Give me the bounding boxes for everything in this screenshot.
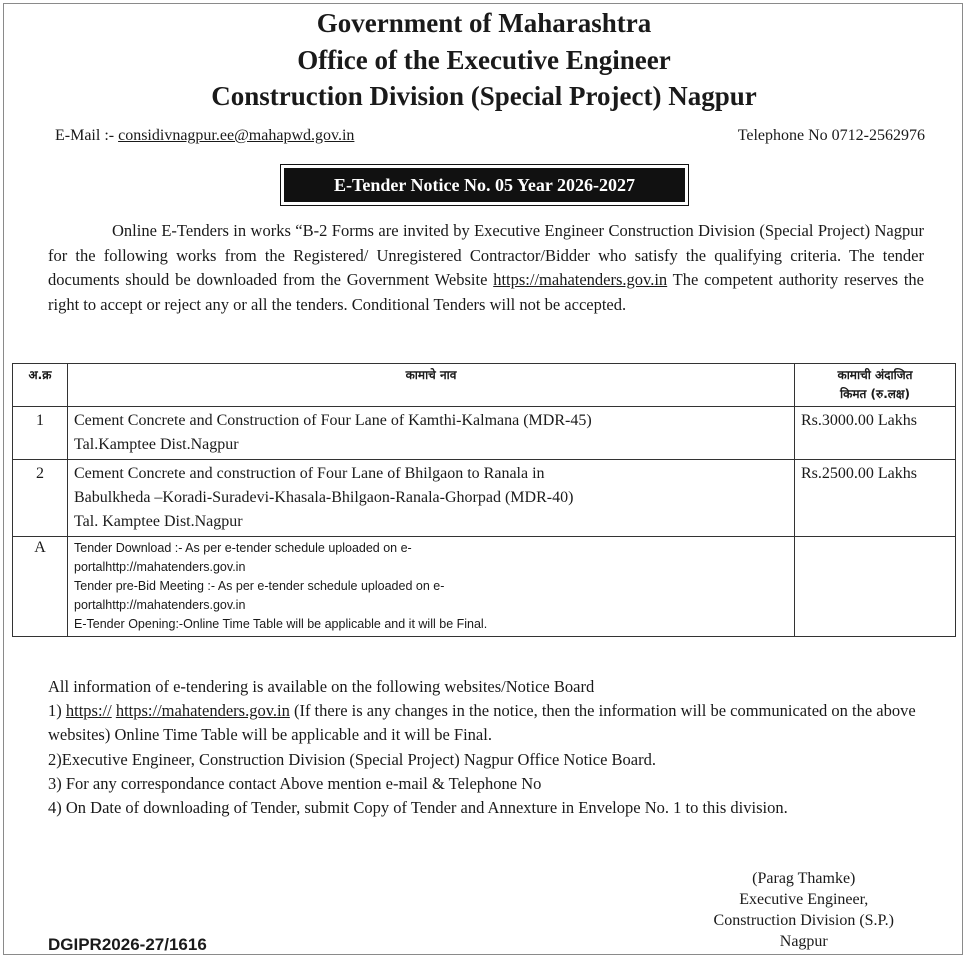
desc-line: Tal.Kamptee Dist.Nagpur: [74, 436, 239, 453]
header-work-name: कामाचे नाव: [68, 364, 795, 407]
info-item-2: 2)Executive Engineer, Construction Division (Special Project) Nagpur Office Notice Board.: [48, 749, 656, 769]
header-division: Construction Division (Special Project) Nagpur: [211, 81, 757, 111]
table-row-schedule: [13, 537, 956, 637]
row-sr: 1: [13, 407, 68, 460]
release-code: DGIPR2026-27/1616: [48, 935, 207, 954]
header-cost-line2: किमत (रु.लक्ष): [840, 387, 910, 401]
desc-line: Tal. Kamptee Dist.Nagpur: [74, 513, 243, 530]
header-office: Office of the Executive Engineer: [297, 45, 671, 75]
email-line: [55, 127, 354, 145]
row-sr: 2: [13, 460, 68, 537]
schedule-line: E-Tender Opening:-Online Time Table will be applicable and it will be Final.: [74, 617, 488, 631]
schedule-line: portalhttp://mahatenders.gov.in: [74, 560, 246, 574]
row-sr: A: [13, 537, 68, 637]
email-label: E-Mail :-: [55, 127, 119, 144]
intro-text-after: The competent authority reserves the right to accept or reject any or all the tenders. Conditional Tenders will not be accepted.: [48, 270, 924, 314]
row-cost-empty: [795, 537, 956, 637]
intro-paragraph: [48, 219, 924, 317]
works-table: [12, 363, 956, 637]
desc-line: Babulkheda –Koradi-Suradevi-Khasala-Bhilgaon-Ranala-Ghorpad (MDR-40): [74, 489, 574, 506]
https-link[interactable]: https://: [65, 701, 112, 721]
row-work-description: [68, 460, 795, 537]
info-heading: All information of e-tendering is available on the following websites/Notice Board: [48, 677, 595, 696]
table-header-row: [13, 364, 956, 407]
row-cost: Rs.2500.00 Lakhs: [795, 460, 956, 537]
header-government: Government of Maharashtra: [316, 8, 652, 38]
header-cost-line1: कामाची अंदाजित: [837, 368, 913, 382]
item-prefix: 1): [48, 701, 66, 721]
signatory-division: Construction Division (S.P.): [713, 912, 894, 929]
table-row: [13, 407, 956, 460]
intro-text-before: Online E-Tenders in works “B-2 Forms are invited by Executive Engineer Construction Division (Special Project) Nagpur for the following works from the Registered/ Unregistered Contractor/Bidder who satisfy the qualifying criteria. The tender documents should be downloaded from the Government Website: [48, 221, 924, 289]
desc-line: Cement Concrete and Construction of Four Lane of Kamthi-Kalmana (MDR-45): [74, 412, 592, 429]
header-estimated-cost: [795, 364, 956, 407]
info-item-1: [48, 699, 928, 747]
signatory-name: (Parag Thamke): [752, 870, 856, 887]
email-link[interactable]: considivnagpur.ee@mahapwd.gov.in: [118, 127, 355, 144]
table-row: [13, 460, 956, 537]
notice-title-banner: E-Tender Notice No. 05 Year 2026-2027: [284, 168, 685, 202]
row-work-description: [68, 407, 795, 460]
schedule-line: Tender pre-Bid Meeting :- As per e-tender schedule uploaded on e-: [74, 579, 445, 593]
schedule-line: portalhttp://mahatenders.gov.in: [74, 598, 246, 612]
signatory-designation: Executive Engineer,: [739, 891, 869, 908]
telephone-line: Telephone No 0712-2562976: [737, 127, 925, 144]
desc-line: Cement Concrete and construction of Four Lane of Bhilgaon to Ranala in: [74, 465, 545, 482]
signature-block: [714, 868, 894, 952]
information-section: [48, 675, 928, 820]
mahatenders-link[interactable]: https://mahatenders.gov.in: [115, 701, 290, 721]
item-text: (If there is any changes in the notice, then the information will be communicated on the above websites) Online Time Table will be applicable and it will be Final.: [48, 701, 916, 745]
info-item-3: 3) For any correspondance contact Above mention e-mail & Telephone No: [48, 773, 542, 793]
row-cost: Rs.3000.00 Lakhs: [795, 407, 956, 460]
header-sr-no: अ.क्र: [13, 364, 68, 407]
mahatenders-link[interactable]: https://mahatenders.gov.in: [493, 270, 668, 289]
signatory-city: Nagpur: [779, 933, 828, 950]
info-item-4: 4) On Date of downloading of Tender, submit Copy of Tender and Annexture in Envelope No. 1 to this division.: [48, 798, 788, 818]
row-schedule-notes: [68, 537, 795, 637]
schedule-line: Tender Download :- As per e-tender schedule uploaded on e-: [74, 541, 412, 555]
